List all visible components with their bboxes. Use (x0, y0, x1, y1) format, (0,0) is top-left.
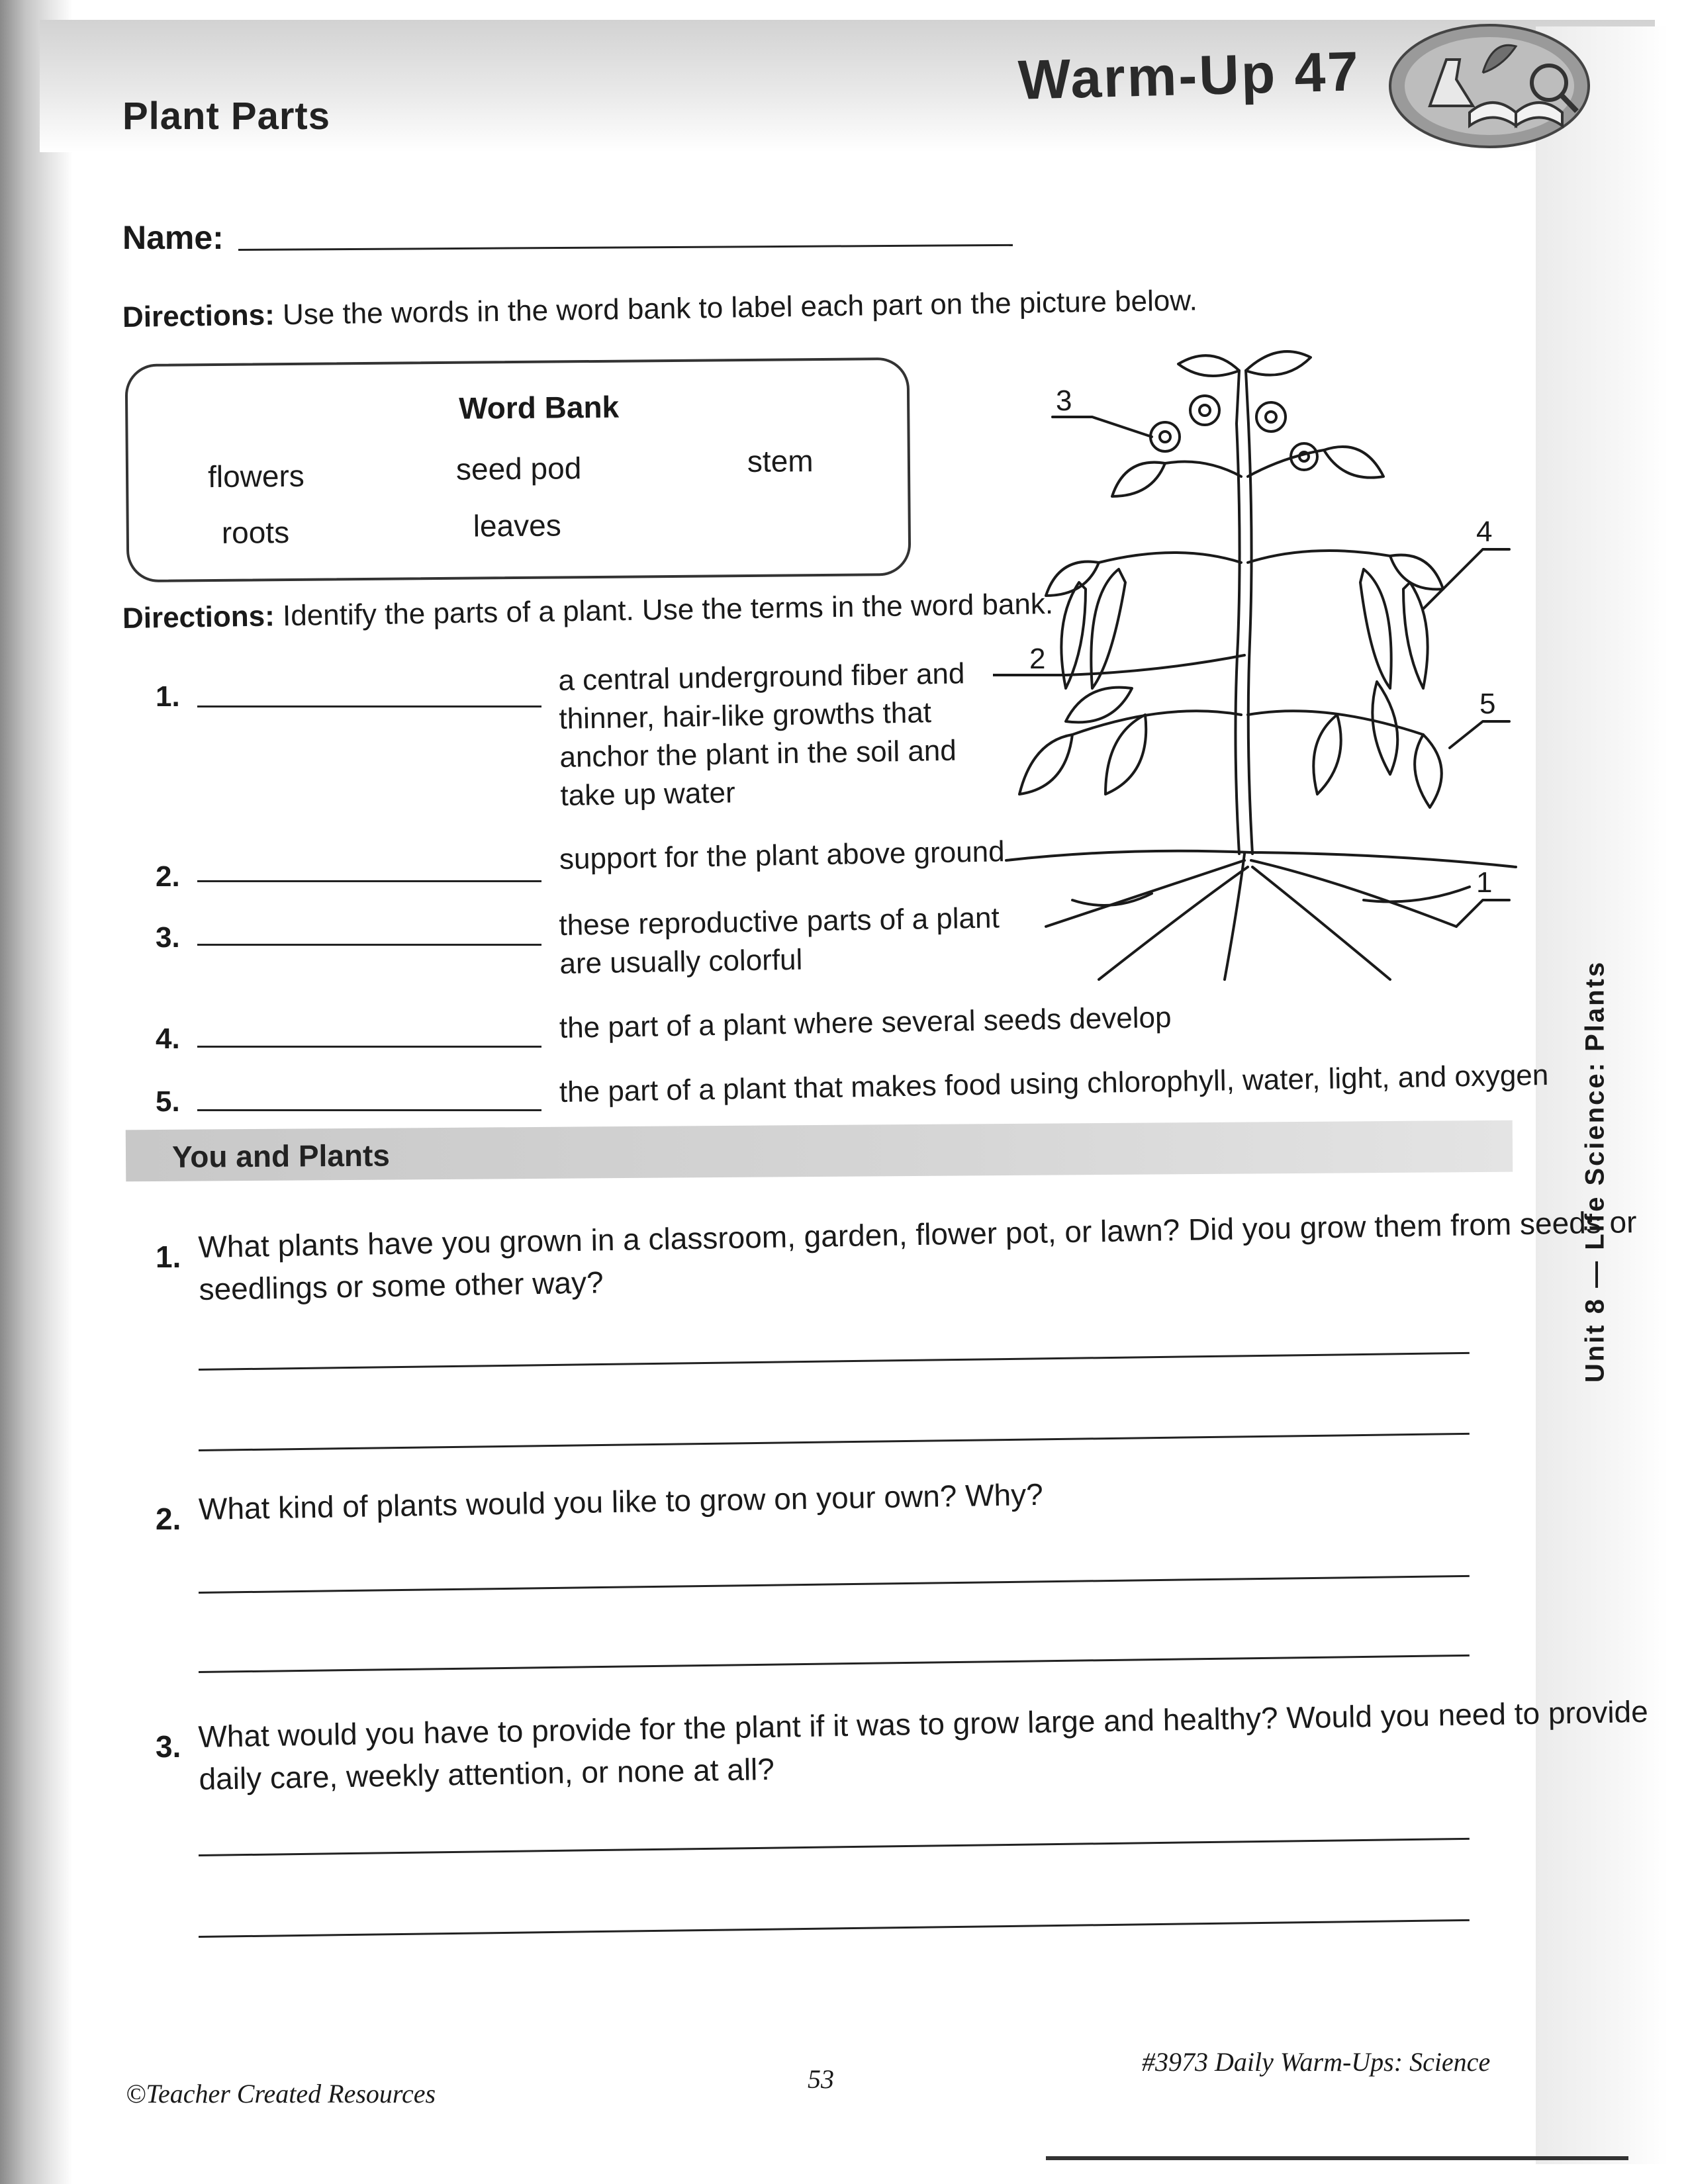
item-answer-line[interactable] (197, 705, 541, 707)
seed-pod (1360, 569, 1391, 688)
flower-center (1266, 412, 1276, 422)
seed-pod (1091, 569, 1125, 688)
desc-line: take up water (560, 776, 736, 812)
word-bank-box (125, 357, 912, 582)
desc-line: a central underground fiber and (558, 657, 965, 698)
item-answer-line[interactable] (197, 880, 541, 882)
page-number: 53 (808, 2064, 834, 2094)
question-number: 3. (156, 1729, 181, 1764)
diagram-label-4: 4 (1476, 516, 1493, 548)
answer-line[interactable] (199, 1352, 1470, 1371)
leaf (1066, 688, 1132, 723)
seed-pod (1403, 582, 1428, 688)
desc-line: these reproductive parts of a plant (559, 901, 1000, 942)
word-roots: roots (221, 515, 290, 550)
section-title: You and Plants (171, 1138, 391, 1174)
pointer-3 (1053, 417, 1152, 437)
leaf (1019, 735, 1072, 794)
item-description (559, 833, 1005, 879)
word-leaves: leaves (473, 508, 561, 543)
directions-text: Use the words in the word bank to label each part on the picture below. (282, 284, 1198, 332)
pointer-1 (1456, 900, 1509, 927)
seed-pod (1061, 582, 1086, 688)
stem (1246, 371, 1252, 854)
item-answer-line[interactable] (197, 944, 541, 946)
question-line: What kind of plants would you like to grow on your own? Why? (198, 1477, 1044, 1526)
directions-text: Identify the parts of a plant. Use the terms in the word bank. (282, 587, 1054, 633)
root (1046, 860, 1244, 927)
diagram-label-5: 5 (1479, 688, 1496, 720)
footer-copyright: ©Teacher Created Resources (126, 2079, 436, 2109)
item-description (559, 1056, 1548, 1112)
leaf (1324, 447, 1383, 478)
branch (1099, 553, 1241, 563)
item-number: 3. (156, 921, 180, 954)
name-label: Name: (122, 219, 224, 256)
diagram-label-2: 2 (1029, 643, 1046, 675)
directions-identify (122, 588, 1054, 635)
diagram-label-3: 3 (1056, 385, 1072, 417)
leaf (1178, 355, 1239, 376)
leaf (1046, 562, 1099, 596)
answer-line[interactable] (199, 1655, 1470, 1673)
directions-word-bank (122, 284, 1198, 334)
stem (1235, 371, 1239, 854)
question-text (198, 1201, 1638, 1310)
question-number: 2. (156, 1502, 181, 1536)
section-header-bar (126, 1120, 1513, 1182)
word-stem: stem (747, 443, 814, 478)
pointer-5 (1450, 721, 1509, 748)
branch (1248, 450, 1324, 477)
leaf (1372, 682, 1397, 774)
answer-line[interactable] (199, 1919, 1470, 1938)
branch (1072, 711, 1241, 735)
answer-line[interactable] (199, 1838, 1470, 1856)
item-answer-line[interactable] (197, 1109, 541, 1111)
pointer-4 (1423, 549, 1509, 609)
branch (1248, 551, 1390, 563)
word-seed-pod: seed pod (455, 451, 582, 486)
item-answer-line[interactable] (197, 1046, 541, 1048)
question-text (198, 1690, 1649, 1800)
leaf (1313, 715, 1340, 794)
desc-line: the part of a plant that makes food using chlorophyll, water, light, and oxygen (559, 1058, 1549, 1109)
diagram-label-1: 1 (1476, 866, 1493, 899)
question-line: What plants have you grown in a classroom, garden, flower pot, or lawn? Did you grow them from seeds or (197, 1205, 1637, 1265)
leaf (1246, 351, 1311, 375)
directions-label: Directions: (122, 298, 275, 334)
unit-side-label-text: Unit 8 — Life Science: Plants (1580, 960, 1610, 1383)
unit-side-label (1575, 940, 1615, 1403)
desc-line: support for the plant above ground (559, 835, 1006, 876)
question-line: daily care, weekly attention, or none at all? (199, 1751, 775, 1796)
flower-center (1160, 432, 1170, 442)
name-input-line[interactable] (238, 244, 1013, 251)
plant-diagram (993, 344, 1523, 1006)
flower (1190, 396, 1219, 425)
directions-label: Directions: (122, 600, 275, 635)
word-flowers: flowers (207, 458, 305, 494)
question-number: 1. (156, 1240, 181, 1274)
answer-line[interactable] (199, 1433, 1470, 1451)
desc-line: the part of a plant where several seeds develop (559, 1001, 1172, 1044)
leaf (1390, 555, 1443, 590)
footer-rule (1046, 2156, 1628, 2160)
page-title: Plant Parts (122, 95, 330, 138)
item-number: 4. (156, 1023, 180, 1055)
branch (1165, 462, 1241, 477)
desc-line: anchor the plant in the soil and (559, 734, 957, 774)
root (1251, 860, 1456, 927)
leaf (1112, 463, 1165, 496)
item-description (558, 655, 967, 815)
item-description (559, 899, 1000, 983)
question-text (198, 1473, 1043, 1530)
flower (1256, 402, 1286, 432)
item-number: 1. (156, 680, 180, 713)
item-number: 2. (156, 860, 180, 893)
answer-line[interactable] (199, 1575, 1470, 1594)
leaf (1105, 715, 1146, 794)
warmup-title: Warm-Up 47 (1017, 40, 1362, 111)
flower-center (1199, 405, 1210, 416)
leaf (1415, 735, 1442, 807)
science-emblem-icon (1383, 20, 1595, 152)
desc-line: are usually colorful (559, 943, 803, 980)
item-number: 5. (156, 1085, 180, 1118)
ground-line (1006, 851, 1516, 867)
footer-book-title: #3973 Daily Warm-Ups: Science (1142, 2047, 1491, 2077)
word-bank-title: Word Bank (458, 389, 620, 426)
page-left-shadow (0, 0, 73, 2184)
question-line: seedlings or some other way? (199, 1265, 604, 1306)
question-line: What would you have to provide for the plant if it was to grow large and healthy? Would you need to provide (197, 1694, 1649, 1754)
desc-line: thinner, hair-like growths that (559, 696, 932, 736)
root (1252, 867, 1390, 979)
flower (1150, 422, 1180, 451)
